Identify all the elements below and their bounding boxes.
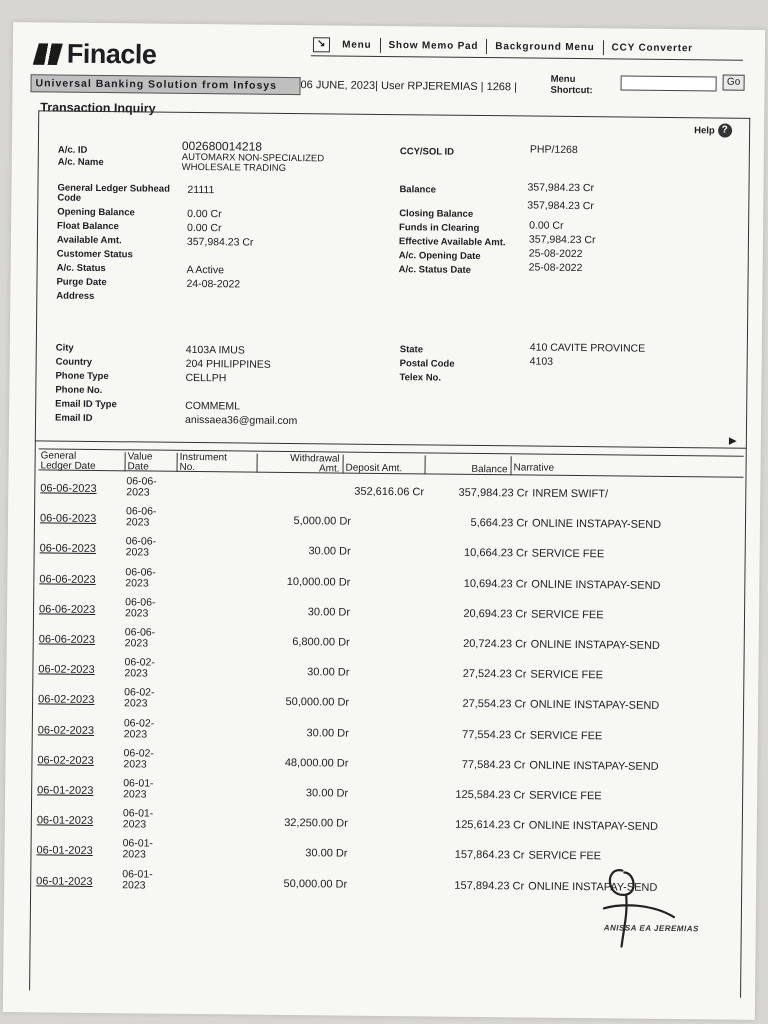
col-value-date-line1: Value: [127, 451, 153, 463]
value-date: 06-01-2023: [122, 807, 154, 831]
value-date: 06-01-2023: [122, 867, 153, 892]
finacle-logo-icon: [33, 43, 63, 65]
phone-type-value: CELLPH: [185, 371, 227, 385]
withdrawal-amt: 10,000.00 Dr: [286, 575, 351, 589]
narrative: ONLINE INSTAPAY-SEND: [529, 759, 659, 773]
withdrawal-amt: 32,250.00 Dr: [284, 817, 348, 830]
ccy-converter-link[interactable]: CCY Converter: [611, 42, 693, 55]
balance-amt: 157,894.23 Cr: [454, 879, 525, 893]
gl-date-link[interactable]: 06-01-2023: [36, 814, 94, 828]
state-value: 410 CAVITE PROVINCE: [529, 341, 646, 355]
col-withdrawal-line2: Amt.: [318, 463, 340, 475]
value-date: 06-06-2023: [125, 535, 157, 559]
balance-value-2: 357,984.23 Cr: [527, 199, 594, 213]
ac-id-label: A/c. ID: [57, 144, 88, 156]
phone-no-label: Phone No.: [55, 384, 103, 397]
gl-date-link[interactable]: 06-06-2023: [39, 572, 96, 586]
balance-amt: 125,614.23 Cr: [455, 818, 525, 832]
balance-amt: 10,664.23 Cr: [463, 547, 528, 560]
menu-shortcut-label: Menu Shortcut:: [550, 73, 593, 97]
narrative: ONLINE INSTAPAY-SEND: [531, 578, 661, 592]
narrative: SERVICE FEE: [530, 668, 604, 682]
narrative: ONLINE INSTAPAY-SEND: [530, 638, 660, 652]
balance-amt: 10,694.23 Cr: [463, 577, 528, 591]
gl-date-link[interactable]: 06-01-2023: [37, 784, 94, 797]
narrative: SERVICE FEE: [531, 547, 605, 561]
status-date-value: 25-08-2022: [528, 261, 583, 275]
withdrawal-amt: 50,000.00 Dr: [283, 877, 348, 891]
ccy-sol-label: CCY/SOL ID: [399, 146, 455, 158]
gl-date-link[interactable]: 06-02-2023: [38, 693, 95, 707]
opening-date-label: A/c. Opening Date: [398, 250, 481, 262]
balance-amt: 157,864.23 Cr: [454, 849, 525, 862]
effective-available-value: 357,984.23 Cr: [528, 233, 596, 247]
menu-shortcut-input[interactable]: [621, 75, 717, 91]
value-date: 06-06-2023: [125, 505, 157, 529]
help-link[interactable]: [694, 123, 732, 137]
customer-status-label: Customer Status: [56, 248, 133, 261]
gl-subhead-value: 21111: [187, 183, 215, 197]
balance-amt: 357,984.23 Cr: [458, 486, 529, 500]
gl-date-link[interactable]: 06-02-2023: [38, 663, 95, 677]
funds-clearing-label: Funds in Clearing: [399, 222, 480, 234]
balance-amt: 77,584.23 Cr: [461, 758, 526, 772]
withdrawal-amt: 5,000.00 Dr: [293, 515, 352, 528]
closing-balance-label: Closing Balance: [399, 208, 474, 220]
col-withdrawal-line1: Withdrawal: [290, 453, 340, 465]
available-amt-label: Available Amt.: [56, 234, 122, 247]
deposit-amt: 352,616.06 Cr: [354, 485, 425, 499]
gl-date-link[interactable]: 06-06-2023: [38, 603, 96, 616]
value-date: 06-06-2023: [125, 565, 156, 590]
withdrawal-amt: 30.00 Dr: [305, 847, 348, 861]
phone-type-label: Phone Type: [55, 370, 109, 383]
gl-subhead-label-1: General Ledger Subhead: [57, 182, 170, 195]
country-label: Country: [55, 356, 93, 368]
signature-name: ANISSA EA JEREMIAS: [603, 923, 699, 934]
col-instrument-line1: Instrument: [179, 451, 227, 464]
menu-link[interactable]: Menu: [334, 37, 380, 52]
scroll-right-icon[interactable]: ▶: [728, 435, 737, 447]
balance-label: Balance: [399, 184, 436, 196]
gl-date-link[interactable]: 06-06-2023: [38, 633, 96, 646]
balance-amt: 27,554.23 Cr: [462, 698, 527, 711]
gl-date-link[interactable]: 06-06-2023: [40, 482, 97, 495]
narrative: INREM SWIFT/: [532, 487, 609, 501]
opening-date-value: 25-08-2022: [528, 247, 583, 261]
withdrawal-amt: 48,000.00 Dr: [284, 756, 349, 770]
ccy-sol-value: PHP/1268: [529, 143, 578, 157]
narrative: ONLINE INSTAPAY-SEND: [530, 698, 660, 713]
printed-sheet: [3, 22, 765, 1020]
show-memo-pad-link[interactable]: Show Memo Pad: [380, 38, 487, 54]
postal-code-label: Postal Code: [399, 358, 455, 370]
address-label: Address: [56, 290, 95, 302]
gl-date-link[interactable]: 06-01-2023: [36, 844, 93, 858]
withdrawal-amt: 30.00 Dr: [305, 787, 349, 800]
gl-subhead-label-2: Code: [57, 192, 82, 204]
opening-balance-value: 0.00 Cr: [187, 207, 222, 221]
narrative: ONLINE INSTAPAY-SEND: [528, 819, 659, 834]
col-value-date-line2: Date: [127, 461, 149, 473]
purge-date-value: 24-08-2022: [186, 277, 241, 291]
balance-amt: 20,694.23 Cr: [463, 607, 528, 621]
balance-amt: 125,584.23 Cr: [455, 788, 526, 802]
col-gl-date-line1: General: [40, 450, 77, 462]
float-balance-value: 0.00 Cr: [186, 221, 222, 235]
value-date: 06-06-2023: [126, 475, 157, 499]
gl-date-link[interactable]: 06-01-2023: [36, 874, 93, 888]
withdrawal-amt: 6,800.00 Dr: [292, 636, 350, 649]
email-type-value: COMMEML: [185, 399, 241, 413]
country-value: 204 PHILIPPINES: [185, 357, 271, 371]
balance-amt: 27,524.23 Cr: [462, 668, 527, 681]
withdrawal-amt: 30.00 Dr: [308, 545, 351, 559]
col-instrument-line2: No.: [179, 461, 196, 474]
value-date: 06-01-2023: [122, 837, 154, 861]
col-balance: Balance: [424, 455, 510, 475]
balance-amt: 77,554.23 Cr: [462, 728, 526, 742]
purge-date-label: Purge Date: [56, 276, 107, 289]
status-date-label: A/c. Status Date: [398, 264, 472, 276]
postal-code-value: 4103: [529, 355, 554, 368]
ac-id-value: 002680014218: [181, 138, 263, 154]
help-label: Help: [694, 124, 715, 136]
top-menu-bar: [313, 37, 701, 56]
col-gl-date: [39, 451, 125, 471]
col-instrument: [177, 453, 257, 473]
col-withdrawal: [256, 454, 342, 474]
value-date: 06-02-2023: [123, 747, 154, 771]
page-title: Transaction Inquiry: [40, 100, 156, 116]
go-button[interactable]: Go: [723, 75, 745, 91]
email-type-label: Email ID Type: [55, 398, 117, 411]
col-narrative: Narrative: [510, 456, 743, 477]
col-deposit: Deposit Amt.: [342, 455, 424, 475]
help-icon[interactable]: ?: [718, 123, 732, 137]
narrative: SERVICE FEE: [529, 729, 603, 742]
col-value-date: [125, 452, 177, 472]
balance-amt: 20,724.23 Cr: [463, 637, 527, 651]
gl-date-link[interactable]: 06-02-2023: [37, 723, 95, 737]
withdrawal-amt: 50,000.00 Dr: [285, 696, 350, 710]
brand-tagline: Universal Banking Solution from Infosys: [30, 74, 300, 95]
balance-value: 357,984.23 Cr: [527, 181, 595, 195]
available-amt-value: 357,984.23 Cr: [186, 235, 254, 249]
brand-name: Finacle: [66, 38, 157, 70]
menu-arrow-icon[interactable]: ↘: [313, 37, 330, 52]
narrative: ONLINE INSTAPAY-SEND: [528, 880, 658, 894]
float-balance-label: Float Balance: [57, 220, 119, 233]
email-value: anissaea36@gmail.com: [184, 413, 298, 428]
email-label: Email ID: [55, 412, 93, 424]
funds-clearing-value: 0.00 Cr: [529, 219, 564, 232]
ac-name-label: A/c. Name: [57, 156, 104, 169]
gl-date-link[interactable]: 06-06-2023: [39, 542, 97, 556]
date-user-info: 06 JUNE, 2023| User RPJEREMIAS | 1268 |: [300, 79, 518, 94]
narrative: SERVICE FEE: [528, 849, 602, 863]
value-date: 06-02-2023: [123, 716, 155, 741]
ac-name-value-2: WHOLESALE TRADING: [181, 161, 287, 174]
value-date: 06-06-2023: [124, 596, 156, 620]
background-menu-link[interactable]: Background Menu: [487, 39, 603, 55]
city-label: City: [55, 342, 74, 354]
ac-name-value-1: AUTOMARX NON-SPECIALIZED: [181, 151, 325, 165]
effective-available-label: Effective Available Amt.: [398, 236, 506, 249]
finacle-logo: [33, 38, 157, 70]
city-value: 4103A IMUS: [185, 343, 245, 357]
signature-mark: [563, 858, 684, 959]
value-date: 06-01-2023: [123, 777, 154, 801]
gl-date-link[interactable]: 06-02-2023: [37, 754, 94, 767]
value-date: 06-02-2023: [124, 656, 155, 680]
value-date: 06-02-2023: [124, 686, 155, 710]
narrative: ONLINE INSTAPAY-SEND: [531, 517, 662, 532]
narrative: SERVICE FEE: [529, 789, 602, 803]
col-gl-date-line2: Ledger Date: [40, 460, 96, 472]
state-label: State: [399, 344, 424, 356]
value-date: 06-06-2023: [124, 626, 156, 650]
withdrawal-amt: 30.00 Dr: [307, 606, 351, 619]
withdrawal-amt: 30.00 Dr: [307, 666, 350, 679]
ac-status-label: A/c. Status: [56, 262, 106, 275]
telex-label: Telex No.: [399, 372, 442, 384]
withdrawal-amt: 30.00 Dr: [306, 726, 349, 740]
balance-amt: 5,664.23 Cr: [470, 517, 529, 530]
ac-status-value: A Active: [186, 263, 225, 277]
narrative: SERVICE FEE: [530, 608, 604, 622]
gl-date-link[interactable]: 06-06-2023: [39, 512, 97, 526]
opening-balance-label: Opening Balance: [57, 206, 135, 219]
